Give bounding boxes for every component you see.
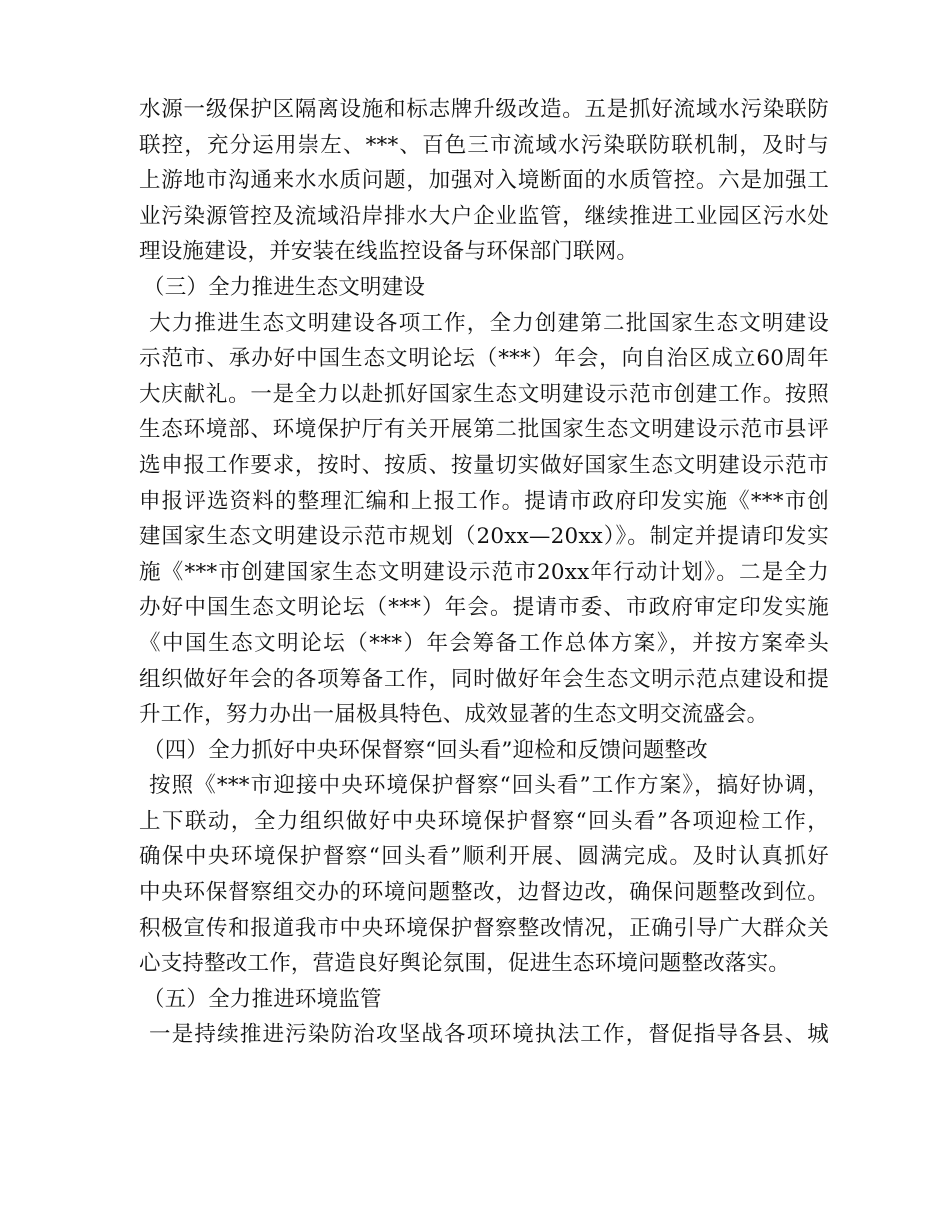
body-line: 示范市、承办好中国生态文明论坛（***）年会，向自治区成立60周年: [139, 346, 829, 372]
body-line: 理设施建设，并安装在线监控设备与环保部门联网。: [139, 239, 639, 265]
body-line: 大庆献礼。一是全力以赴抓好国家生态文明建设示范市创建工作。按照: [139, 381, 829, 407]
body-line: 水源一级保护区隔离设施和标志牌升级改造。五是抓好流域水污染联防: [139, 97, 829, 122]
body-line: 生态环境部、环境保护厅有关开展第二批国家生态文明建设示范市县评: [139, 417, 829, 443]
body-line: 联控，充分运用崇左、***、百色三市流域水污染联防联机制，及时与: [139, 132, 829, 158]
body-line: 业污染源管控及流域沿岸排水大户企业监管，继续推进工业园区污水处: [139, 203, 829, 229]
section-heading-5: （五）全力推进环境监管: [143, 986, 382, 1012]
body-line: 上下联动，全力组织做好中央环境保护督察“回头看”各项迎检工作，: [139, 808, 829, 834]
body-line: 办好中国生态文明论坛（***）年会。提请市委、市政府审定印发实施: [139, 595, 829, 621]
body-line: 心支持整改工作，营造良好舆论氛围，促进生态环境问题整改落实。: [139, 951, 791, 977]
body-line: 《中国生态文明论坛（***）年会筹备工作总体方案》，并按方案牵头: [139, 630, 829, 656]
body-line: 施《***市创建国家生态文明建设示范市20xx年行动计划》。二是全力: [139, 559, 829, 585]
body-line: 一是持续推进污染防治攻坚战各项环境执法工作，督促指导各县、城: [149, 1022, 829, 1048]
document-page: [139, 92, 829, 1053]
body-line: 确保中央环境保护督察“回头看”顺利开展、圆满完成。及时认真抓好: [139, 844, 829, 870]
body-line: 按照《***市迎接中央环境保护督察“回头看”工作方案》，搞好协调，: [149, 773, 829, 799]
body-line: 大力推进生态文明建设各项工作，全力创建第二批国家生态文明建设: [149, 310, 829, 336]
body-line: 选申报工作要求，按时、按质、按量切实做好国家生态文明建设示范市: [139, 452, 829, 478]
body-line: 申报评选资料的整理汇编和上报工作。提请市政府印发实施《***市创: [139, 488, 829, 514]
body-line: 中央环保督察组交办的环境问题整改，边督边改，确保问题整改到位。: [139, 880, 829, 906]
body-line: 建国家生态文明建设示范市规划（20xx—20xx）》。制定并提请印发实: [139, 524, 829, 550]
section-heading-4: （四）全力抓好中央环保督察“回头看”迎检和反馈问题整改: [143, 737, 708, 763]
body-line: 组织做好年会的各项筹备工作，同时做好年会生态文明示范点建设和提: [139, 666, 829, 692]
body-line: 升工作，努力办出一届极具特色、成效显著的生态文明交流盛会。: [139, 702, 769, 728]
section-heading-3: （三）全力推进生态文明建设: [143, 274, 426, 300]
body-line: 上游地市沟通来水水质问题，加强对入境断面的水质管控。六是加强工: [139, 168, 829, 194]
body-line: 积极宣传和报道我市中央环境保护督察整改情况，正确引导广大群众关: [139, 915, 829, 941]
